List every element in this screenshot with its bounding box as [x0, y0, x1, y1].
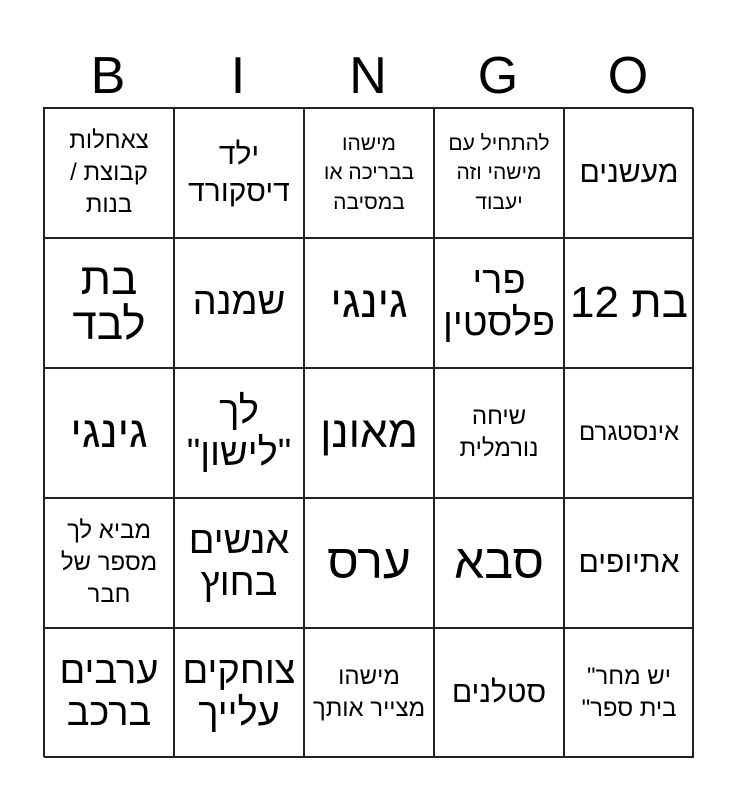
bingo-cell[interactable]: אנשים בחוץ	[174, 498, 304, 628]
bingo-cell[interactable]: מביא לך מספר של חבר	[44, 498, 174, 628]
bingo-cell[interactable]: צאחלות קבוצת / בנות	[44, 108, 174, 238]
bingo-cell[interactable]: צוחקים עלייך	[174, 628, 304, 758]
bingo-cell[interactable]: סטלנים	[434, 628, 564, 758]
header-letter-i: I	[230, 47, 246, 105]
bingo-cell[interactable]: בת 12	[564, 238, 694, 368]
bingo-cell[interactable]: להתחיל עם מישהי וזה יעבוד	[434, 108, 564, 238]
bingo-cell[interactable]: בת לבד	[44, 238, 174, 368]
bingo-cell[interactable]: יש מחר" בית ספר"	[564, 628, 694, 758]
bingo-cell[interactable]: גינגי	[44, 368, 174, 498]
bingo-cell[interactable]: סבא	[434, 498, 564, 628]
bingo-cell[interactable]: ערבים ברכב	[44, 628, 174, 758]
bingo-cell[interactable]: מישהו בבריכה או במסיבה	[304, 108, 434, 238]
bingo-cell[interactable]: מישהו מצייר אותך	[304, 628, 434, 758]
bingo-cell[interactable]: לך "לישון"	[174, 368, 304, 498]
bingo-cell[interactable]: מאונן	[304, 368, 434, 498]
bingo-cell[interactable]: שיחה נורמלית	[434, 368, 564, 498]
bingo-cell[interactable]: אתיופים	[564, 498, 694, 628]
bingo-cell[interactable]: אינסטגרם	[564, 368, 694, 498]
header-letter-b: B	[90, 47, 126, 105]
bingo-cell[interactable]: פרי פלסטין	[434, 238, 564, 368]
bingo-cell[interactable]: שמנה	[174, 238, 304, 368]
bingo-cell[interactable]: גינגי	[304, 238, 434, 368]
bingo-board	[43, 107, 693, 757]
header-letter-g: G	[477, 47, 519, 105]
header-letter-o: O	[607, 47, 649, 105]
bingo-cell[interactable]: מעשנים	[564, 108, 694, 238]
header-letter-n: N	[349, 47, 387, 105]
bingo-cell[interactable]: ערס	[304, 498, 434, 628]
bingo-cell[interactable]: ילד דיסקורד	[174, 108, 304, 238]
bingo-header	[43, 44, 693, 108]
